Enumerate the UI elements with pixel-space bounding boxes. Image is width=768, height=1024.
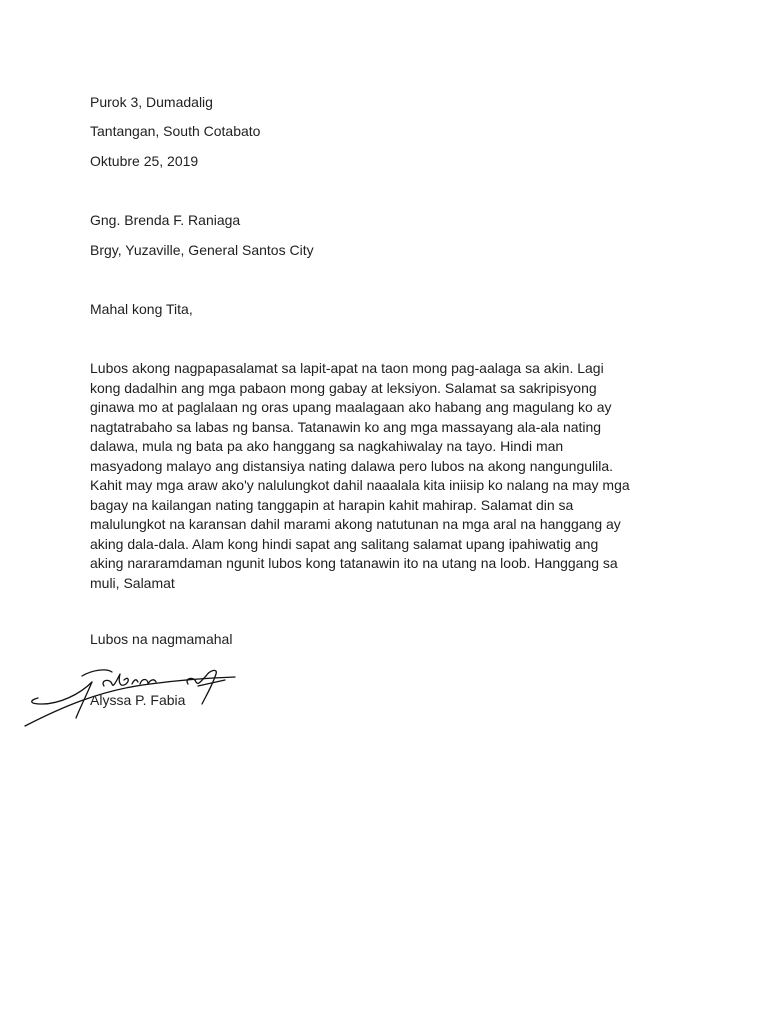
body-line: Kahit may mga araw ako'y nalulungkot dahil naaalala kita iniisip ko nalang na may mga	[90, 477, 630, 493]
body-line: ginawa mo at paglalaan ng oras upang maalagaan ako habang ang magulang ko ay	[90, 399, 612, 415]
letter-date: Oktubre 25, 2019	[90, 153, 199, 169]
body-line: Lubos akong nagpapasalamat sa lapit-apat na taon mong pag-aalaga sa akin. Lagi	[90, 360, 604, 376]
sender-address-line-1: Purok 3, Dumadalig	[90, 94, 213, 110]
body-line: muli, Salamat	[90, 574, 175, 591]
body-line: kong dadalhin ang mga pabaon mong gabay at leksiyon. Salamat sa sakripisyong	[90, 379, 597, 396]
closing: Lubos na nagmamahal	[90, 631, 233, 647]
body-line: masyadong malayo ang distansiya nating dalawa pero lubos na akong nangungulila.	[90, 457, 614, 474]
body-line: aking nararamdaman ngunit lubos kong tatanawin ito na utang na loob. Hanggang sa	[90, 555, 618, 571]
greeting: Mahal kong Tita,	[90, 301, 193, 317]
body-line: aking dala-dala. Alam kong hindi sapat ang salitang salamat upang ipahiwatig ang	[90, 535, 599, 552]
body-line: bagay na kailangan nating tanggapin at harapin kahit mahirap. Salamat din sa	[90, 496, 574, 513]
body-line: dalawa, mula ng bata pa ako hanggang sa nagkahiwalay na tayo. Hindi man	[90, 438, 564, 454]
sender-address-line-2: Tantangan, South Cotabato	[90, 123, 261, 139]
body-line: nagtatrabaho sa labas ng bansa. Tatanawin ko ang mga massayang ala-ala nating	[90, 418, 602, 435]
letter-body	[90, 359, 680, 593]
signer-name: Alyssa P. Fabia	[90, 692, 186, 708]
body-line: malulungkot na karansan dahil marami akong natutunan na mga aral na hanggang ay	[90, 516, 621, 532]
recipient-name: Gng. Brenda F. Raniaga	[90, 212, 241, 228]
recipient-address: Brgy, Yuzaville, General Santos City	[90, 242, 314, 258]
